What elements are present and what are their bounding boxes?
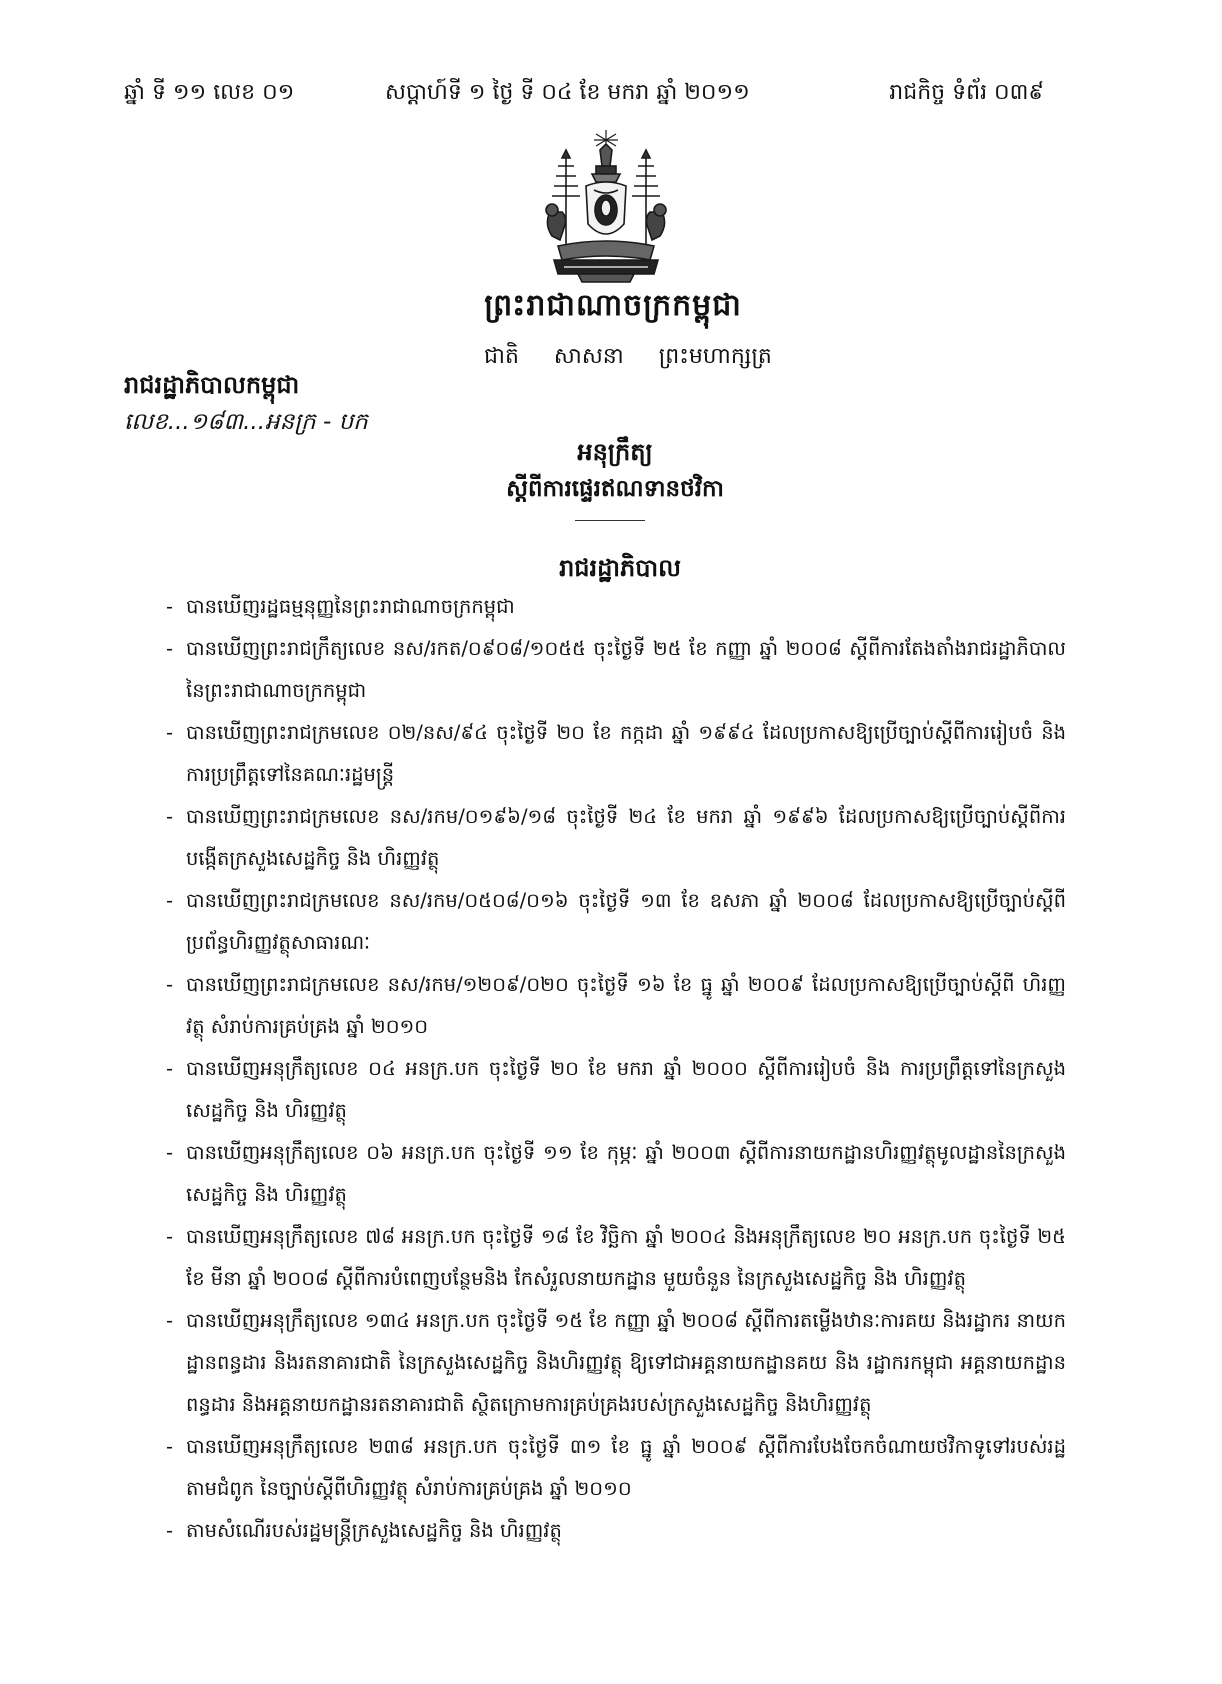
gazette-date: សប្តាហ៍ទី ១ ថ្ងៃ ទី ០៤ ខែ មករា ឆ្នាំ ២០១១ [385,80,750,105]
document-subject: ស្តីពីការផ្ទេរឥណទានថវិកា [506,476,724,502]
list-item: - បានឃើញរដ្ឋធម្មនុញ្ញនៃព្រះរាជាណាចក្រកម្ពុជា [166,595,515,618]
list-item: - បានឃើញព្រះរាជក្រមលេខ នស/រកម/១២០៩/០២០ ចុះថ្ងៃទី ១៦ ខែ ធ្នូ ឆ្នាំ ២០០៩ ដែលប្រកាសឱ្យប្រើច្បាប់ស្តីពី ហិរញ្ញវត្ថុ សំរាប់ការគ្រប់គ្រង ឆ្នាំ ២០១០ [166,973,1066,1038]
royal-arms-icon [538,128,674,286]
gazette-year-issue: ឆ្នាំ ទី ១១ លេខ ០១ [124,80,295,105]
list-item: - បានឃើញអនុក្រឹត្យលេខ ០៤ អនក្រ.បក ចុះថ្ងៃទី ២០ ខែ មករា ឆ្នាំ ២០០០ ស្តីពីការរៀបចំ និង ការប្រព្រឹត្តទៅនៃក្រសួង សេដ្ឋកិច្ច និង ហិរញ្ញវត្ថុ [166,1057,1066,1122]
government-heading: រាជរដ្ឋាភិបាល [559,554,681,582]
list-item: - បានឃើញព្រះរាជក្រមលេខ ០២/នស/៩៤ ចុះថ្ងៃទី ២០ ខែ កក្កដា ឆ្នាំ ១៩៩៤ ដែលប្រកាសឱ្យប្រើច្បាប់ស្តីពីការរៀបចំ និង ការប្រព្រឹត្តទៅនៃគណៈរដ្ឋមន្ត្រី [166,721,1066,786]
document-number: លេខ...១៨៣...អនក្រ - បក [124,409,368,435]
kingdom-title: ព្រះរាជាណាចក្រកម្ពុជា [484,288,742,323]
issuing-government: រាជរដ្ឋាភិបាលកម្ពុជា [124,371,300,399]
document-type: អនុក្រឹត្យ [577,438,653,466]
motto-king: ព្រះមហាក្សត្រ [658,344,772,369]
list-item: - បានឃើញអនុក្រឹត្យលេខ ២៣៨ អនក្រ.បក ចុះថ្ងៃទី ៣១ ខែ ធ្នូ ឆ្នាំ ២០០៩ ស្តីពីការបែងចែកចំណាយថវិកាទូទៅរបស់រដ្ឋ តាមជំពូក នៃច្បាប់ស្តីពីហិរញ្ញវត្ថុ សំរាប់ការគ្រប់គ្រង ឆ្នាំ ២០១០ [166,1435,1066,1500]
title-separator [575,520,645,521]
legal-references-list [166,586,1066,1552]
list-item: - តាមសំណើរបស់រដ្ឋមន្ត្រីក្រសួងសេដ្ឋកិច្ច និង ហិរញ្ញវត្ថុ [166,1519,562,1542]
list-item: - បានឃើញព្រះរាជក្រមលេខ នស/រកម/០៥០៨/០១៦ ចុះថ្ងៃទី ១៣ ខែ ឧសភា ឆ្នាំ ២០០៨ ដែលប្រកាសឱ្យប្រើច្បាប់ស្តីពី ប្រព័ន្ធហិរញ្ញវត្ថុសាធារណៈ [166,889,1066,954]
gazette-page-number: រាជកិច្ច ទំព័រ ០៣៩ [889,80,1044,105]
list-item: - បានឃើញអនុក្រឹត្យលេខ ៧៨ អនក្រ.បក ចុះថ្ងៃទី ១៨ ខែ វិច្ឆិកា ឆ្នាំ ២០០៤ និងអនុក្រឹត្យលេខ ២០ អនក្រ.បក ចុះថ្ងៃទី ២៥ ខែ មីនា ឆ្នាំ ២០០៨ ស្តីពីការបំពេញបន្ថែមនិង កែសំរួលនាយកដ្ឋាន មួយចំនួន នៃក្រសួងសេដ្ឋកិច្ច និង ហិរញ្ញវត្ថុ [166,1225,1066,1290]
national-motto [470,342,770,374]
list-item: - បានឃើញព្រះរាជក្រមលេខ នស/រកម/០១៩៦/១៨ ចុះថ្ងៃទី ២៤ ខែ មករា ឆ្នាំ ១៩៩៦ ដែលប្រកាសឱ្យប្រើច្បាប់ស្តីពីការ បង្កើតក្រសួងសេដ្ឋកិច្ច និង ហិរញ្ញវត្ថុ [166,805,1066,870]
list-item: - បានឃើញអនុក្រឹត្យលេខ ១៣៤ អនក្រ.បក ចុះថ្ងៃទី ១៥ ខែ កញ្ញា ឆ្នាំ ២០០៨ ស្តីពីការតម្លើងឋានៈការគយ និងរដ្ឋាករ នាយកដ្ឋានពន្ធដារ និងរតនាគារជាតិ នៃក្រសួងសេដ្ឋកិច្ច និងហិរញ្ញវត្ថុ ឱ្យទៅជាអគ្គនាយកដ្ឋានគយ និង រដ្ឋាករកម្ពុជា អគ្គនាយកដ្ឋានពន្ធដារ និងអគ្គនាយកដ្ឋានរតនាគារជាតិ ស្ថិតក្រោមការគ្រប់គ្រងរបស់ក្រសួងសេដ្ឋកិច្ច និងហិរញ្ញវត្ថុ [166,1309,1066,1416]
motto-religion: សាសនា [553,344,624,369]
list-item: - បានឃើញព្រះរាជក្រឹត្យលេខ នស/រកត/០៩០៨/១០៥៥ ចុះថ្ងៃទី ២៥ ខែ កញ្ញា ឆ្នាំ ២០០៨ ស្តីពីការតែងតាំងរាជរដ្ឋាភិបាល នៃព្រះរាជាណាចក្រកម្ពុជា [166,637,1066,702]
motto-nation: ជាតិ [484,344,519,369]
list-item: - បានឃើញអនុក្រឹត្យលេខ ០៦ អនក្រ.បក ចុះថ្ងៃទី ១១ ខែ កុម្ភៈ ឆ្នាំ ២០០៣ ស្តីពីការនាយកដ្ឋានហិរញ្ញវត្ថុមូលដ្ឋាននៃក្រសួង សេដ្ឋកិច្ច និង ហិរញ្ញវត្ថុ [166,1141,1066,1206]
